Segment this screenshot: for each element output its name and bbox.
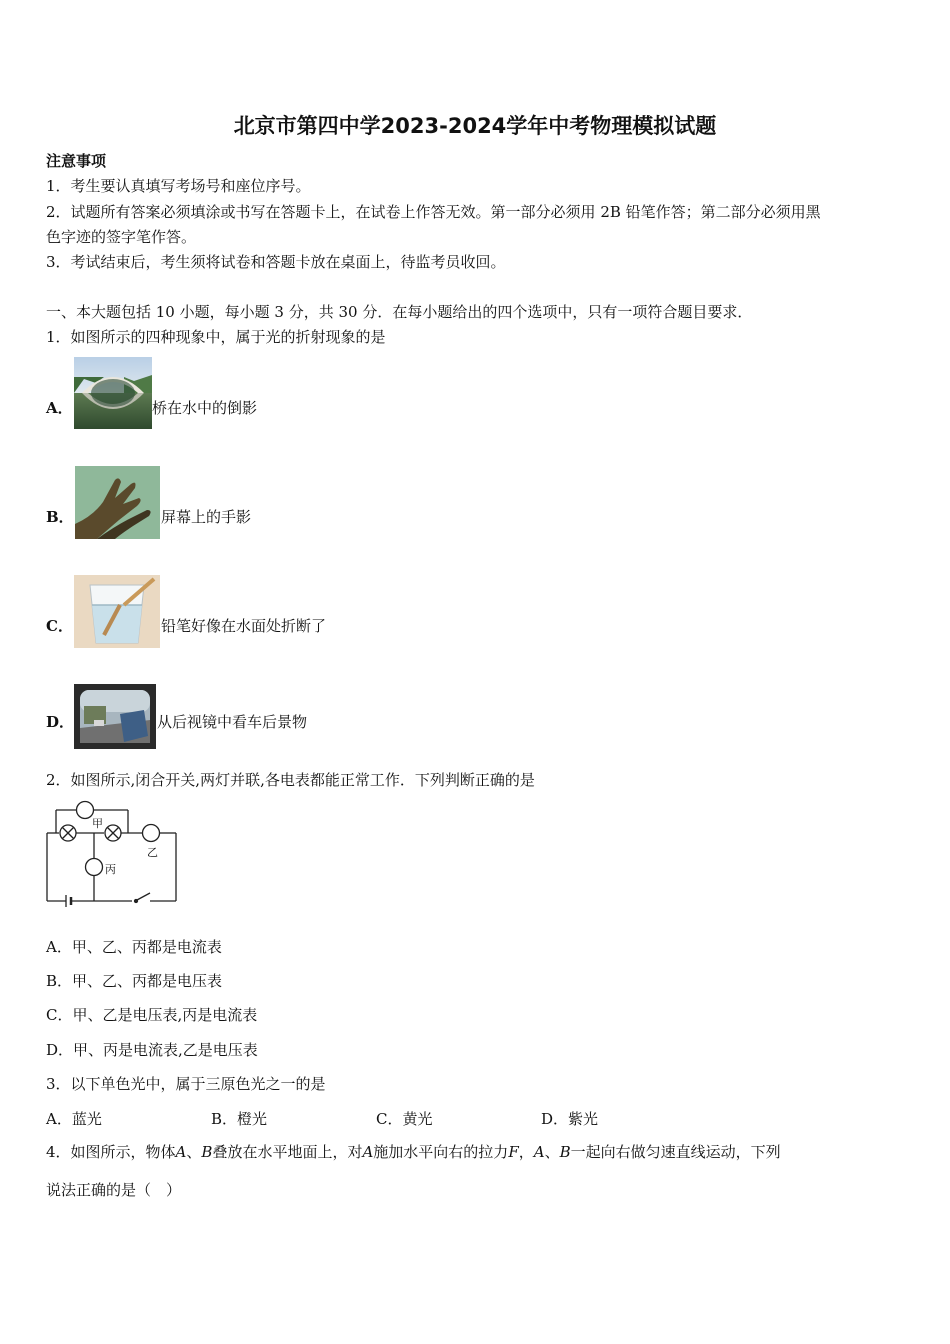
q4-var-a: A [362, 1143, 374, 1161]
q4-var-a: A [533, 1143, 545, 1161]
q2-option-d: D．甲、丙是电流表,乙是电压表 [46, 1041, 258, 1059]
question-3-stem: 3．以下单色光中，属于三原色光之一的是 [46, 1075, 326, 1093]
q4-text: 叠放在水平地面上，对 [212, 1143, 363, 1161]
q4-text: 一起向右做匀速直线运动，下列 [570, 1143, 781, 1161]
q1-option-a-text: 桥在水中的倒影 [152, 399, 258, 417]
notice-heading: 注意事项 [46, 152, 107, 170]
bridge-reflection-photo [74, 357, 152, 429]
q4-text: 、 [186, 1143, 202, 1161]
q4-var-a: A [175, 1143, 187, 1161]
pencil-in-water-photo [74, 575, 160, 648]
q1-option-d-letter: D． [46, 713, 75, 731]
hand-shadow-photo [75, 466, 160, 539]
q4-text: 4．如图所示，物体 [46, 1143, 176, 1161]
question-1-stem: 1．如图所示的四种现象中，属于光的折射现象的是 [46, 328, 386, 346]
q4-text: 、 [544, 1143, 560, 1161]
q4-var-b: B [559, 1143, 571, 1161]
q4-var-f: F [508, 1143, 519, 1161]
q3-option-a: A．蓝光 [46, 1110, 102, 1128]
meter-jia-label: 甲 [92, 817, 103, 830]
q2-option-c: C．甲、乙是电压表,丙是电流表 [46, 1006, 258, 1024]
notice-item: 3．考试结束后，考生须将试卷和答题卡放在桌面上，待监考员收回。 [46, 253, 506, 271]
section-heading: 一、本大题包括 10 小题，每小题 3 分，共 30 分．在每小题给出的四个选项中，只有一项符合题目要求． [46, 303, 753, 321]
q1-option-c-letter: C． [46, 617, 73, 635]
q1-option-b-text: 屏幕上的手影 [161, 508, 252, 526]
question-4-stem-line2: 说法正确的是（ ） [46, 1181, 182, 1199]
rearview-mirror-photo [74, 684, 156, 749]
q3-option-b: B．橙光 [211, 1110, 268, 1128]
meter-yi-label: 乙 [147, 846, 158, 859]
question-2-stem: 2．如图所示,闭合开关,两灯并联,各电表都能正常工作．下列判断正确的是 [46, 771, 535, 789]
q1-option-d-text: 从后视镜中看车后景物 [157, 713, 308, 731]
circuit-diagram [44, 800, 180, 908]
q1-option-a-letter: A． [46, 399, 73, 417]
notice-item: 2．试题所有答案必须填涂或书写在答题卡上，在试卷上作答无效。第一部分必须用 2B 铅笔作答；第二部分必须用黑 [46, 203, 821, 221]
q3-option-d: D．紫光 [541, 1110, 599, 1128]
meter-bing-label: 丙 [105, 863, 116, 876]
q1-option-b-letter: B． [46, 508, 74, 526]
q2-option-a: A．甲、乙、丙都是电流表 [46, 938, 222, 956]
q1-option-c-text: 铅笔好像在水面处折断了 [161, 617, 327, 635]
q2-option-b: B．甲、乙、丙都是电压表 [46, 972, 223, 990]
question-4-stem [46, 1142, 781, 1162]
q4-text: ， [518, 1143, 534, 1161]
page-title: 北京市第四中学2023-2024学年中考物理模拟试题 [233, 114, 717, 138]
q4-text: 施加水平向右的拉力 [373, 1143, 509, 1161]
notice-item: 1．考生要认真填写考场号和座位序号。 [46, 177, 311, 195]
q3-option-c: C．黄光 [376, 1110, 433, 1128]
notice-item: 色字迹的签字笔作答。 [46, 228, 197, 246]
q4-var-b: B [201, 1143, 213, 1161]
